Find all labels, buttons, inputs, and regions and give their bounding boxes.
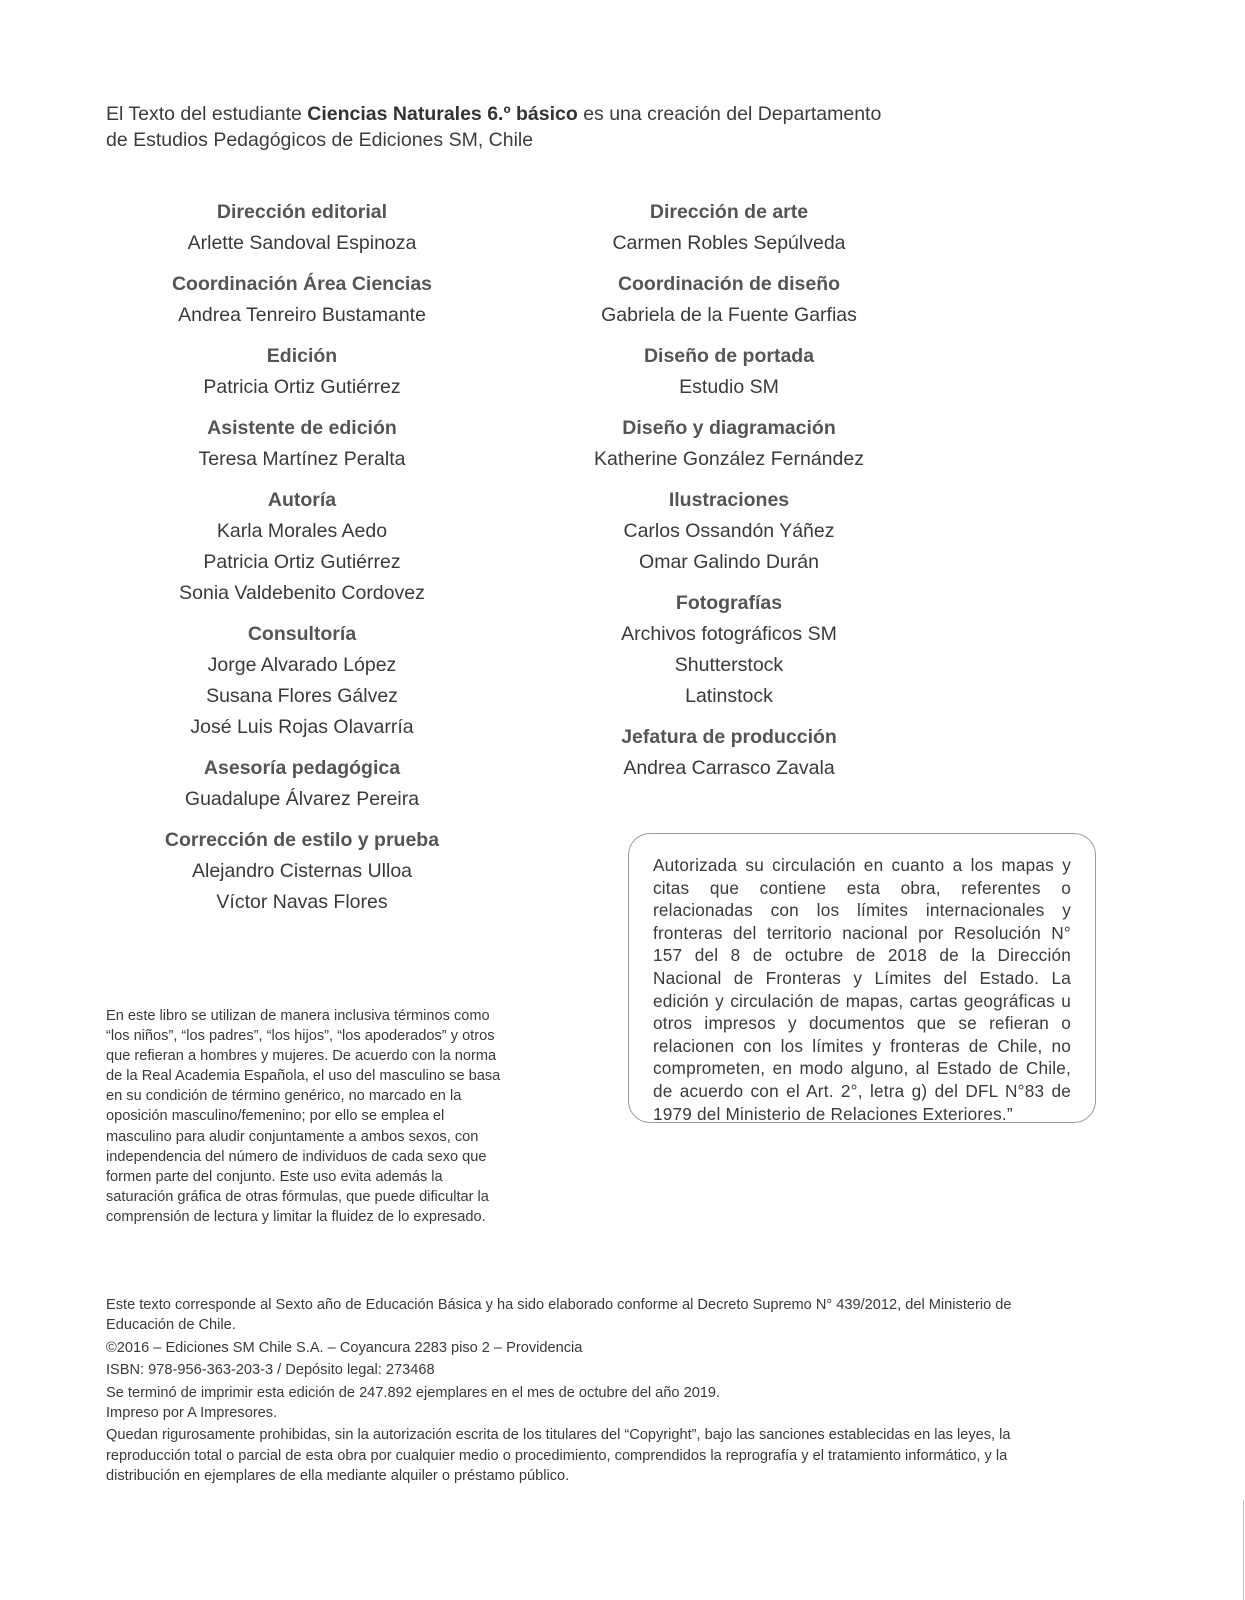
credit-block (102, 197, 502, 259)
authorization-box (628, 833, 1096, 1123)
credit-block (102, 341, 502, 403)
credit-name: Sonia Valdebenito Cordovez (179, 582, 425, 604)
credit-role: Edición (266, 345, 338, 367)
print-run-text: Se terminó de imprimir esta edición de 247.892 ejemplares en el mes de octubre del año 2019. (106, 1384, 721, 1401)
credit-block (529, 722, 929, 784)
credit-name: Andrea Carrasco Zavala (623, 757, 835, 779)
credit-name: Teresa Martínez Peralta (198, 448, 406, 470)
credit-role: Diseño de portada (643, 345, 815, 367)
printer-text: Impreso por A Impresores. (106, 1405, 278, 1422)
intro-prefix: El Texto del estudiante (106, 103, 308, 125)
credit-name: José Luis Rojas Olavarría (190, 716, 414, 738)
credit-role: Asistente de edición (207, 417, 397, 439)
copyright-text: ©2016 – Ediciones SM Chile S.A. – Coyancura 2283 piso 2 – Providencia (106, 1339, 583, 1356)
inclusive-note-text: En este libro se utilizan de manera inclusiva términos como “los niños”, “los padres”, “los hijos”, “los apoderados” y otros que refieran a hombres y mujeres. De acuerdo con la norma de la Real Academia Española, el uso del masculino se basa en su condición de término genérico, no marcado en la oposición masculino/femenino; por ello se emplea el masculino para aludir conjuntamente a ambos sexos, con independencia del número de individuos de cada sexo que formen parte del conjunto. Este uso evita además la saturación gráfica de otras fórmulas, que puede dificultar la comprensión de lectura y limitar la fluidez de lo expresado. (106, 1008, 501, 1225)
credit-name: Andrea Tenreiro Bustamante (178, 304, 426, 326)
credit-name: Guadalupe Álvarez Pereira (184, 788, 420, 810)
credits-left-column (102, 197, 502, 928)
credit-role: Corrección de estilo y prueba (164, 829, 440, 851)
isbn-text: ISBN: 978-956-363-203-3 / Depósito legal: 273468 (106, 1362, 435, 1379)
credit-name: Gabriela de la Fuente Garfias (601, 304, 857, 326)
credit-name: Latinstock (685, 685, 773, 707)
credit-name: Estudio SM (679, 376, 779, 398)
credit-name: Shutterstock (674, 654, 784, 676)
credit-role: Ilustraciones (668, 489, 790, 511)
credit-role: Dirección de arte (649, 201, 809, 223)
inclusive-language-note (106, 1006, 501, 1227)
credit-block (529, 269, 929, 331)
credit-block (102, 269, 502, 331)
credit-role: Jefatura de producción (621, 726, 837, 748)
credit-role: Diseño y diagramación (622, 417, 836, 439)
credit-name: Susana Flores Gálvez (206, 685, 398, 707)
credit-block (102, 753, 502, 815)
credit-name: Alejandro Cisternas Ulloa (191, 860, 413, 882)
intro-suffix: es una creación del Departamento de Estudios Pedagógicos de Ediciones SM, Chile (106, 103, 882, 151)
credit-block (529, 413, 929, 475)
credit-block (102, 413, 502, 475)
authorization-text: Autorizada su circulación en cuanto a los mapas y citas que contiene esta obra, referentes o relacionadas con los límites internacionales y fronteras del territorio nacional por Resolución N° 157 del 8 de octubre de 2018 de la Dirección Nacional de Fronteras y Límites del Estado. La edición y circulación de mapas, cartas geográficas u otros impresos y documentos que se refieran o relacionen con los límites y fronteras de Chile, no comprometen, en modo alguno, al Estado de Chile, de acuerdo con el Art. 2°, letra g) del DFL N°83 de 1979 del Ministerio de Relaciones Exteriores.” (653, 855, 1071, 1124)
book-title: Ciencias Naturales 6.º básico (307, 103, 578, 125)
credit-name: Víctor Navas Flores (216, 891, 388, 913)
credit-role: Dirección editorial (216, 201, 388, 223)
credit-block (529, 341, 929, 403)
credit-role: Autoría (267, 489, 337, 511)
credit-role: Asesoría pedagógica (203, 757, 401, 779)
credit-name: Carlos Ossandón Yáñez (623, 520, 835, 542)
credit-role: Consultoría (247, 623, 357, 645)
credit-block (529, 588, 929, 712)
credit-block (102, 825, 502, 918)
credit-role: Coordinación Área Ciencias (171, 273, 433, 295)
credit-name: Omar Galindo Durán (639, 551, 819, 573)
credit-role: Fotografías (675, 592, 783, 614)
credit-name: Arlette Sandoval Espinoza (187, 232, 417, 254)
credit-block (529, 485, 929, 578)
page-edge-line (1243, 1500, 1244, 1600)
credit-name: Carmen Robles Sepúlveda (612, 232, 846, 254)
credit-name: Jorge Alvarado López (207, 654, 397, 676)
credit-block (529, 197, 929, 259)
intro-paragraph (106, 101, 906, 153)
credit-name: Patricia Ortiz Gutiérrez (203, 376, 401, 398)
credit-name: Patricia Ortiz Gutiérrez (203, 551, 401, 573)
credit-role: Coordinación de diseño (617, 273, 841, 295)
decree-text: Este texto corresponde al Sexto año de Educación Básica y ha sido elaborado conforme al Decreto Supremo N° 439/2012, del Ministerio de Educación de Chile. (106, 1297, 1012, 1334)
credits-right-column (529, 197, 929, 794)
credit-block (102, 485, 502, 609)
legal-section (106, 1295, 1066, 1489)
credit-name: Karla Morales Aedo (216, 520, 388, 542)
rights-text: Quedan rigurosamente prohibidas, sin la autorización escrita de los titulares del “Copyright”, bajo las sanciones establecidas en las leyes, la reproducción total o parcial de esta obra por cualquier medio o procedimiento, comprendidos la reprografía y el tratamiento informático, y la distribución en ejemplares de ella mediante alquiler o préstamo público. (106, 1427, 1011, 1485)
credit-block (102, 619, 502, 743)
credit-name: Archivos fotográficos SM (621, 623, 837, 645)
credit-name: Katherine González Fernández (594, 448, 864, 470)
